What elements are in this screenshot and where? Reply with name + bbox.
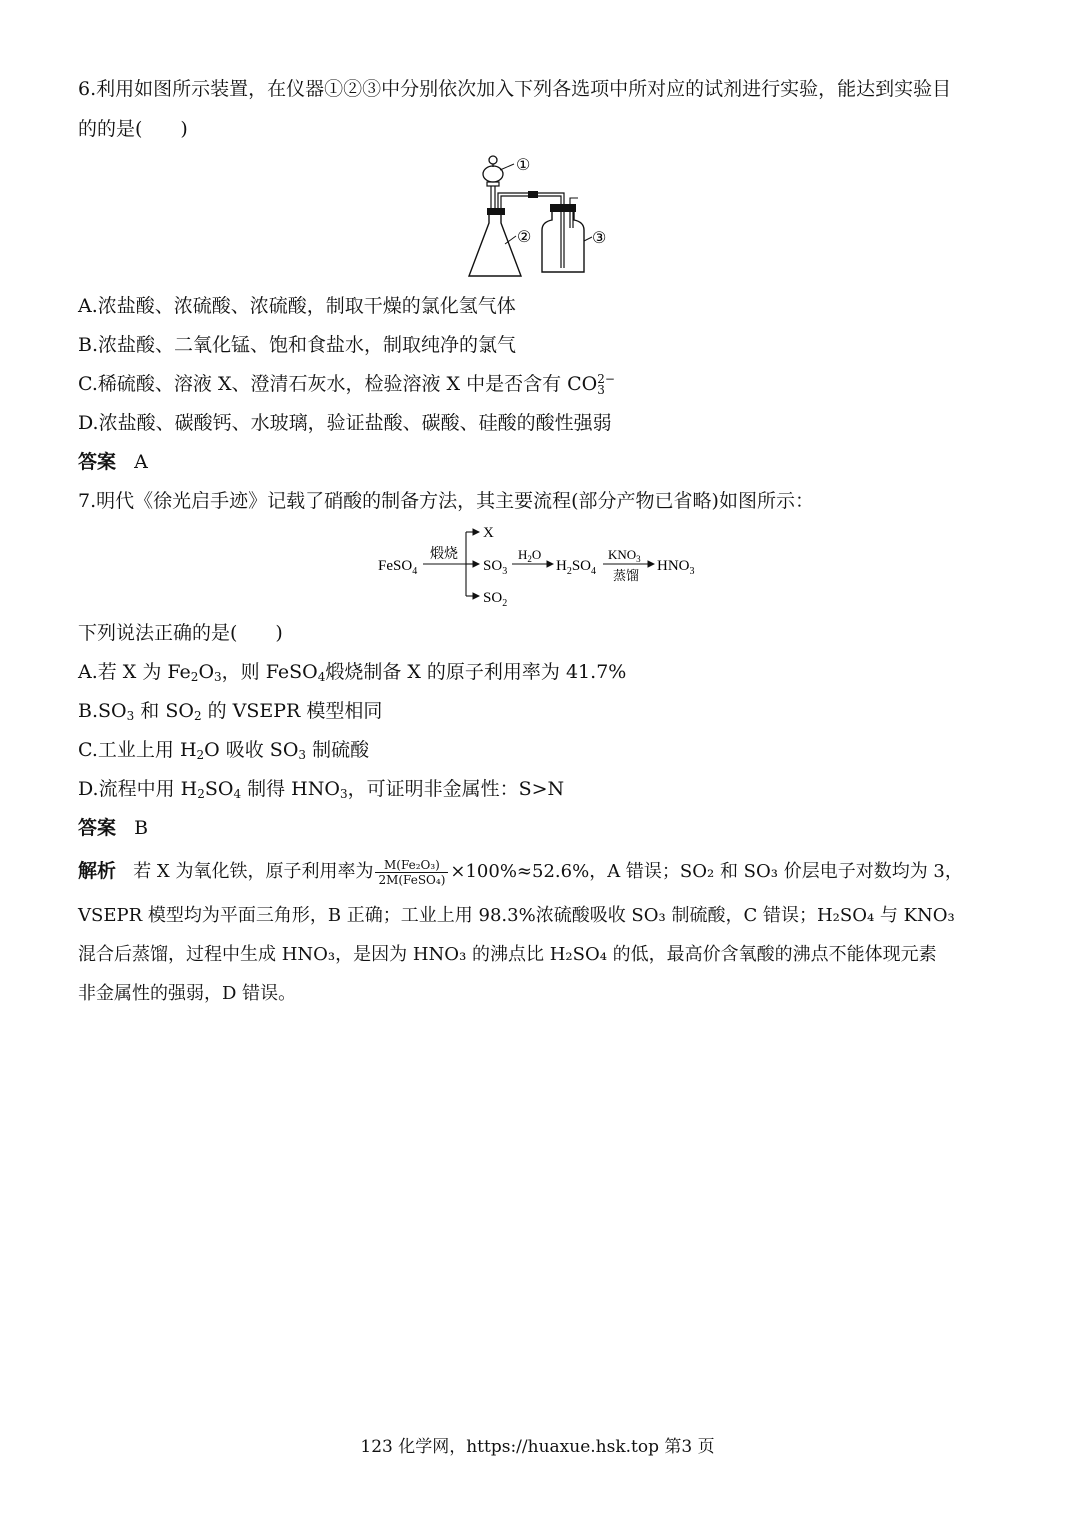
q7-c-1: C.工业上用 H (78, 739, 197, 761)
flow-water-o: O (531, 547, 542, 562)
q6-option-c-sup: 2− (597, 372, 615, 386)
utilization-fraction (375, 858, 448, 887)
flow-kno3-sub: 3 (636, 554, 641, 564)
q7-option-d: D.流程中用 $H_2SO_4$ 制得 $HNO_3$，可证明非金属性：S>N (78, 778, 565, 801)
q7-b-1: B.SO (78, 700, 127, 722)
q7-answer (78, 815, 148, 841)
svg-text:FeSO4 (378, 558, 417, 577)
flow-hno3-sub: 3 (689, 566, 695, 577)
q7-a-3: ，则 FeSO (221, 661, 318, 683)
q7-d-1: D.流程中用 H (78, 778, 198, 800)
q6-stem-line1: 6.利用如图所示装置，在仪器①②③中分别依次加入下列各选项中所对应的试剂进行实验，能达到实验目 (78, 78, 952, 100)
q6-option-b: B.浓盐酸、二氧化锰、饱和食盐水，制取纯净的氯气 (78, 334, 517, 356)
q7-explanation-line3: 混合后蒸馏，过程中生成 HNO₃，是因为 HNO₃ 的沸点比 H₂SO₄ 的低，最高价含氧酸的沸点不能体现元素 (78, 944, 937, 965)
svg-text:HNO3 (657, 558, 695, 577)
flow-kno3: KNO (608, 547, 637, 562)
q6-answer-value: A (134, 451, 148, 473)
svg-text:SO3 (483, 558, 507, 577)
q7-answer-value: B (134, 817, 149, 839)
flow-h2so4-sub2: 4 (591, 566, 597, 577)
label-3: ③ (592, 230, 607, 247)
q7-c-2: O 吸收 SO (204, 739, 299, 761)
q7-d-3: 制得 HNO (247, 778, 340, 800)
flow-so2: SO (483, 590, 503, 606)
q6-option-c (78, 371, 615, 397)
q7-option-b: $B.SO_3$ 和 $SO_2$ 的 VSEPR 模型相同 (78, 700, 383, 723)
flow-calcine: 煅烧 (430, 547, 458, 562)
q7-a-4: 煅烧制备 X 的原子利用率为 41.7% (325, 661, 627, 683)
q7-a-2: O (198, 661, 215, 683)
flow-feso4: FeSO (378, 558, 413, 574)
apparatus-diagram (460, 148, 620, 282)
q7-d-4: ，可证明非金属性：S>N (347, 778, 565, 800)
svg-text:SO2 (483, 590, 507, 609)
flow-h2so4-so: SO (571, 558, 592, 574)
flow-water-sub: 2 (527, 554, 532, 564)
q7-option-c: C.工业上用 $H_2O$ 吸收 $SO_3$ 制硫酸 (78, 739, 370, 762)
q7-answer-label: 答案 (78, 817, 117, 839)
svg-text:H2SO4 (556, 558, 596, 577)
flow-distill: 蒸馏 (613, 568, 640, 583)
q6-stem-line2: 的的是( ) (78, 118, 188, 140)
flow-h2so4-sub: 2 (566, 566, 572, 577)
q7-c-3: 制硫酸 (312, 739, 370, 761)
q7-explanation-line4: 非金属性的强弱，D 错误。 (78, 983, 297, 1004)
flow-so3: SO (483, 558, 503, 574)
flow-feso4-sub: 4 (412, 566, 418, 577)
q7-explanation-label: 解析 (78, 860, 117, 882)
q6-answer (78, 449, 148, 475)
flow-hno3: HNO (657, 558, 690, 574)
q7-exp-1b: ×100%≈52.6%，A 错误；SO₂ 和 SO₃ 价层电子对数均为 3， (450, 861, 963, 882)
q7-option-a: A.若 X 为 $Fe_2O_3$，则 FeSO$_4$煅烧制备 X 的原子利用率为 41.7% (78, 661, 627, 684)
flow-so2-sub: 2 (502, 598, 508, 609)
q7-stem: 7.明代《徐光启手迹》记载了硝酸的制备方法，其主要流程(部分产物已省略)如图所示： (78, 490, 814, 512)
q6-option-c-text: C.稀硫酸、溶液 X、澄清石灰水，检验溶液 X 中是否含有 CO (78, 373, 598, 395)
svg-text:H2O (518, 547, 541, 564)
q7-exp-1a: 若 X 为氧化铁，原子利用率为 (133, 861, 374, 882)
flow-x: X (483, 525, 494, 541)
q7-explanation-line1 (78, 856, 963, 887)
flow-so3-sub: 3 (502, 566, 508, 577)
q6-option-d: D.浓盐酸、碳酸钙、水玻璃，验证盐酸、碳酸、硅酸的酸性强弱 (78, 412, 612, 434)
q6-option-c-sub: 3 (597, 383, 605, 397)
label-2: ② (517, 229, 532, 246)
label-1: ① (516, 157, 531, 174)
flow-water-h: H (518, 547, 528, 562)
q6-answer-label: 答案 (78, 451, 117, 473)
q6-option-a: A.浓盐酸、浓硫酸、浓硫酸，制取干燥的氯化氢气体 (78, 295, 516, 317)
q7-d-2: SO (204, 778, 234, 800)
q7-ask: 下列说法正确的是( ) (78, 622, 283, 644)
fraction-numerator: M(Fe₂O₃) (375, 858, 448, 873)
flow-diagram (376, 520, 706, 612)
svg-text:KNO3 (608, 547, 641, 564)
q7-a-1: A.若 X 为 Fe (78, 661, 191, 683)
q7-b-2: 和 SO (140, 700, 194, 722)
q7-b-3: 的 VSEPR 模型相同 (207, 700, 383, 722)
fraction-denominator: 2M(FeSO₄) (378, 872, 446, 887)
flow-h2so4-h: H (556, 558, 567, 574)
q7-explanation-line2: VSEPR 模型均为平面三角形，B 正确；工业上用 98.3%浓硫酸吸收 SO₃ 制硫酸，C 错误；H₂SO₄ 与 KNO₃ (78, 905, 955, 926)
page-footer: 123 化学网，https://huaxue.hsk.top 第3 页 (360, 1437, 715, 1457)
